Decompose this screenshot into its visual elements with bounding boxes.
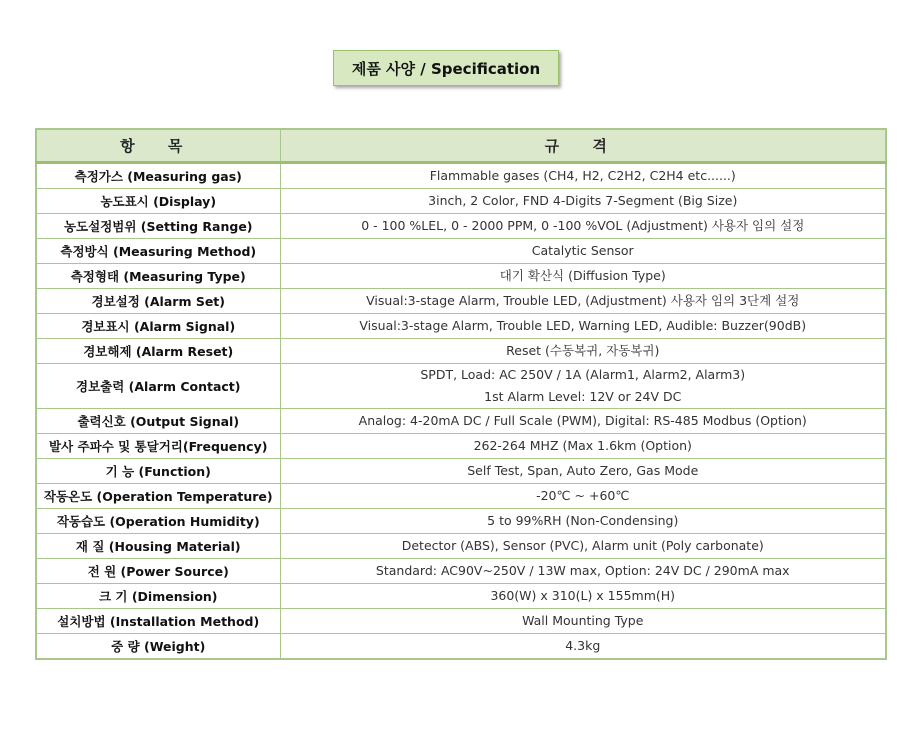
spec-value-line: Visual:3-stage Alarm, Trouble LED, Warning LED, Audible: Buzzer(90dB)	[359, 318, 807, 333]
spec-value-line: 0 - 100 %LEL, 0 - 2000 PPM, 0 -100 %VOL (Adjustment) 사용자 임의 설정	[361, 218, 805, 233]
spec-item-value	[280, 609, 886, 634]
table-row	[36, 634, 886, 660]
spec-item-value	[280, 189, 886, 214]
table-row	[36, 214, 886, 239]
page-title: 제품 사양 / Specification	[333, 50, 559, 86]
spec-item-value	[280, 314, 886, 339]
spec-item-value	[280, 409, 886, 434]
spec-item-value	[280, 289, 886, 314]
spec-item-value	[280, 214, 886, 239]
table-row	[36, 434, 886, 459]
spec-item-label: 재 질 (Housing Material)	[36, 534, 280, 559]
spec-item-label: 측정형태 (Measuring Type)	[36, 264, 280, 289]
spec-value-line: Wall Mounting Type	[522, 613, 644, 628]
spec-value-line: Catalytic Sensor	[531, 243, 634, 258]
spec-value-line: Flammable gases (CH4, H2, C2H2, C2H4 etc......)	[429, 168, 736, 183]
spec-item-label: 작동온도 (Operation Temperature)	[36, 484, 280, 509]
spec-item-value	[280, 584, 886, 609]
spec-item-label: 측정방식 (Measuring Method)	[36, 239, 280, 264]
spec-item-label: 경보표시 (Alarm Signal)	[36, 314, 280, 339]
spec-value-line: Detector (ABS), Sensor (PVC), Alarm unit (Poly carbonate)	[401, 538, 764, 553]
table-row	[36, 339, 886, 364]
table-row	[36, 409, 886, 434]
spec-item-label: 전 원 (Power Source)	[36, 559, 280, 584]
table-row	[36, 289, 886, 314]
spec-value-line: 4.3kg	[565, 638, 601, 653]
table-row	[36, 364, 886, 409]
table-row	[36, 239, 886, 264]
table-row	[36, 484, 886, 509]
spec-item-label: 크 기 (Dimension)	[36, 584, 280, 609]
spec-item-value	[280, 634, 886, 660]
spec-item-label: 작동습도 (Operation Humidity)	[36, 509, 280, 534]
spec-item-label: 설치방법 (Installation Method)	[36, 609, 280, 634]
spec-item-value	[280, 509, 886, 534]
spec-table-body	[36, 163, 886, 660]
spec-value-line: 360(W) x 310(L) x 155mm(H)	[490, 588, 676, 603]
spec-item-value	[280, 459, 886, 484]
table-row	[36, 314, 886, 339]
spec-item-value	[280, 534, 886, 559]
spec-item-value	[280, 239, 886, 264]
spec-value-line: Analog: 4-20mA DC / Full Scale (PWM), Digital: RS-485 Modbus (Option)	[358, 413, 807, 428]
spec-item-label: 측정가스 (Measuring gas)	[36, 163, 280, 189]
spec-item-label: 농도표시 (Display)	[36, 189, 280, 214]
spec-value-line: Self Test, Span, Auto Zero, Gas Mode	[467, 463, 699, 478]
table-header-row	[36, 129, 886, 163]
spec-item-label: 발사 주파수 및 통달거리(Frequency)	[36, 434, 280, 459]
table-row	[36, 264, 886, 289]
spec-value-line: 1st Alarm Level: 12V or 24V DC	[484, 389, 682, 404]
spec-value-line: 5 to 99%RH (Non-Condensing)	[487, 513, 679, 528]
spec-value-line: -20℃ ~ +60℃	[536, 488, 630, 503]
spec-item-label: 기 능 (Function)	[36, 459, 280, 484]
spec-item-value	[280, 163, 886, 189]
spec-table	[35, 128, 887, 660]
table-row	[36, 584, 886, 609]
table-row	[36, 163, 886, 189]
spec-item-value	[280, 559, 886, 584]
table-row	[36, 509, 886, 534]
spec-item-label: 경보설정 (Alarm Set)	[36, 289, 280, 314]
spec-value-line: 대기 확산식 (Diffusion Type)	[499, 268, 666, 283]
spec-item-value	[280, 434, 886, 459]
spec-value-line: 3inch, 2 Color, FND 4-Digits 7-Segment (Big Size)	[428, 193, 738, 208]
spec-item-label: 경보해제 (Alarm Reset)	[36, 339, 280, 364]
header-spec: 규 격	[280, 129, 886, 163]
spec-item-value	[280, 364, 886, 409]
table-row	[36, 559, 886, 584]
spec-item-label: 경보출력 (Alarm Contact)	[36, 364, 280, 409]
table-row	[36, 459, 886, 484]
spec-item-value	[280, 484, 886, 509]
spec-value-line: SPDT, Load: AC 250V / 1A (Alarm1, Alarm2, Alarm3)	[420, 367, 746, 382]
spec-item-label: 농도설정범위 (Setting Range)	[36, 214, 280, 239]
spec-item-value	[280, 339, 886, 364]
table-row	[36, 189, 886, 214]
spec-value-line: 262-264 MHZ (Max 1.6km (Option)	[473, 438, 692, 453]
spec-value-line: Visual:3-stage Alarm, Trouble LED, (Adjustment) 사용자 임의 3단계 설정	[366, 293, 800, 308]
header-item: 항 목	[36, 129, 280, 163]
table-row	[36, 609, 886, 634]
spec-item-value	[280, 264, 886, 289]
spec-value-line: Reset (수동복귀, 자동복귀)	[506, 343, 660, 358]
spec-item-label: 중 량 (Weight)	[36, 634, 280, 660]
spec-value-line: Standard: AC90V~250V / 13W max, Option: 24V DC / 290mA max	[375, 563, 790, 578]
spec-item-label: 출력신호 (Output Signal)	[36, 409, 280, 434]
table-row	[36, 534, 886, 559]
